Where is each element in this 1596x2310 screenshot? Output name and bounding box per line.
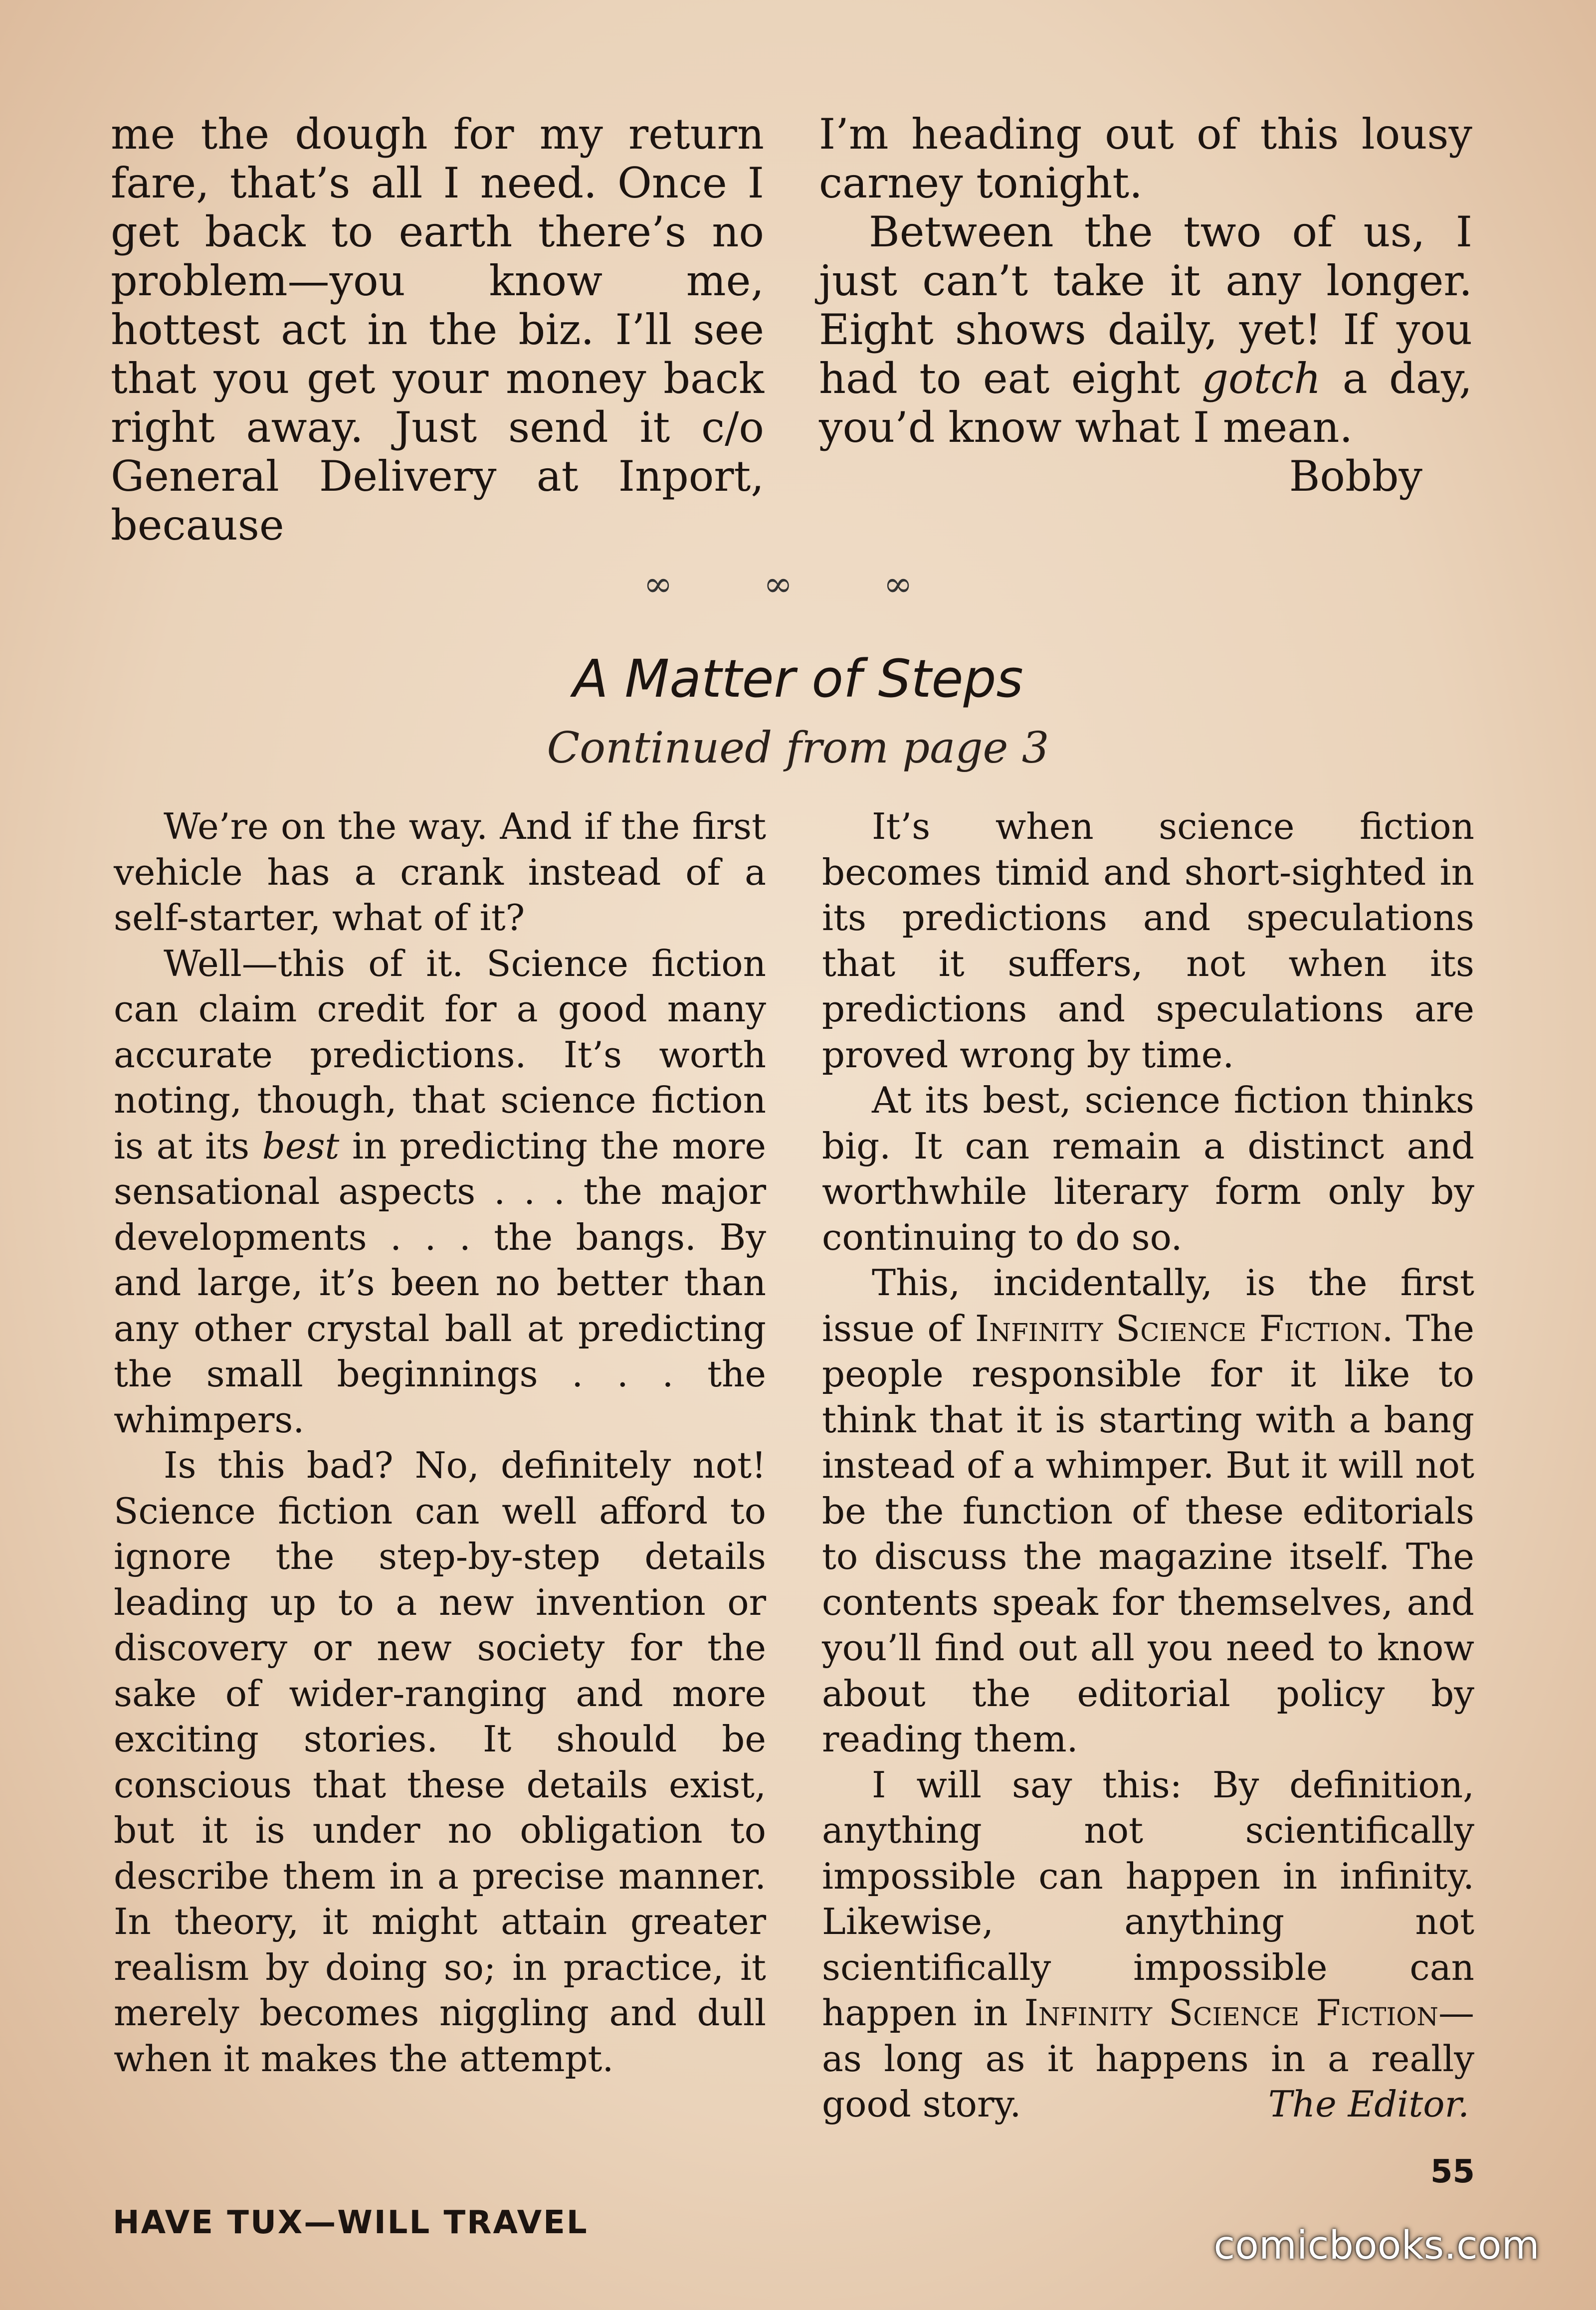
letter-column-left bbox=[111, 110, 764, 550]
editorial-column-right bbox=[822, 804, 1474, 2127]
editorial-paragraph: It’s when science fiction becomes timid and short-sighted in its predictions and speculations that it suffers, not when its predictions and speculations are proved wrong by time. bbox=[822, 805, 1474, 1076]
magazine-name: Infinity Science Fiction bbox=[1024, 1992, 1438, 2034]
editorial-paragraph: I will say this: By definition, anything not scientifically impossible can happen in infinity. Likewise, anything not scientifically impossible can happen in Infinity Science Fiction—as long as it happens in a really good story. The Editor. bbox=[822, 1762, 1474, 2127]
article-subtitle: Continued from page 3 bbox=[547, 723, 1049, 773]
article-title: A Matter of Steps bbox=[573, 648, 1023, 709]
editorial-paragraph: This, incidentally, is the first issue of Infinity Science Fiction. The people responsible for it like to think that it is starting with a bang instead of a whimper. But it will not be the function of these editorials to discuss the magazine itself. The contents speak for themselves, and you’ll find out all you need to know about the editorial policy by reading them. bbox=[822, 1262, 1474, 1760]
emphasis: best bbox=[262, 1125, 340, 1167]
editorial-column-left bbox=[114, 804, 766, 2082]
page-number: 55 bbox=[1430, 2153, 1475, 2190]
editorial-paragraph: Well—this of it. Science fiction can claim credit for a good many accurate predictions. It’s worth noting, though, that science fiction is at its best in predicting the more sensational aspects . . . the major developments . . . the bangs. By and large, it’s been no better than any other crystal ball at predicting the small beginnings . . . the whimpers. bbox=[114, 942, 766, 1441]
editorial-paragraph: We’re on the way. And if the first vehicle has a crank instead of a self-starter, what of it? bbox=[114, 805, 766, 939]
running-title: HAVE TUX—WILL TRAVEL bbox=[113, 2204, 589, 2241]
letter-paragraph: I’m heading out of this lousy carney tonight. bbox=[819, 110, 1472, 207]
emphasis: gotch bbox=[1201, 354, 1321, 403]
letter-signature: Bobby bbox=[1289, 452, 1422, 501]
editorial-paragraph: At its best, science fiction thinks big. It can remain a distinct and worthwhile literary form only by continuing to do so. bbox=[822, 1079, 1474, 1258]
magazine-name: Infinity Science Fiction bbox=[975, 1307, 1382, 1349]
letter-column-right bbox=[819, 110, 1472, 501]
site-watermark[interactable]: comicbooks.com bbox=[1213, 2223, 1540, 2268]
letter-paragraph: me the dough for my return fare, that’s all I need. Once I get back to earth there’s no problem—you know me, hottest act in the biz. I’ll see that you get your money back right away. Just send it c/o General Delivery at Inport, because bbox=[111, 110, 764, 550]
editorial-paragraph: Is this bad? No, definitely not! Science fiction can well afford to ignore the step-by-step details leading up to a new invention or discovery or new society for the sake of wider-ranging and more exciting stories. It should be conscious that these details exist, but it is under no obligation to describe them in a precise manner. In theory, it might attain greater realism by doing so; in practice, it merely becomes niggling and dull when it makes the attempt. bbox=[114, 1444, 766, 2080]
section-separator: ∞ ∞ ∞ bbox=[643, 564, 953, 604]
editor-signature: The Editor. bbox=[1268, 2083, 1469, 2125]
letter-paragraph: Between the two of us, I just can’t take it any longer. Eight shows daily, yet! If you had to eat eight gotch a day, you’d know what I mean. bbox=[819, 207, 1472, 452]
